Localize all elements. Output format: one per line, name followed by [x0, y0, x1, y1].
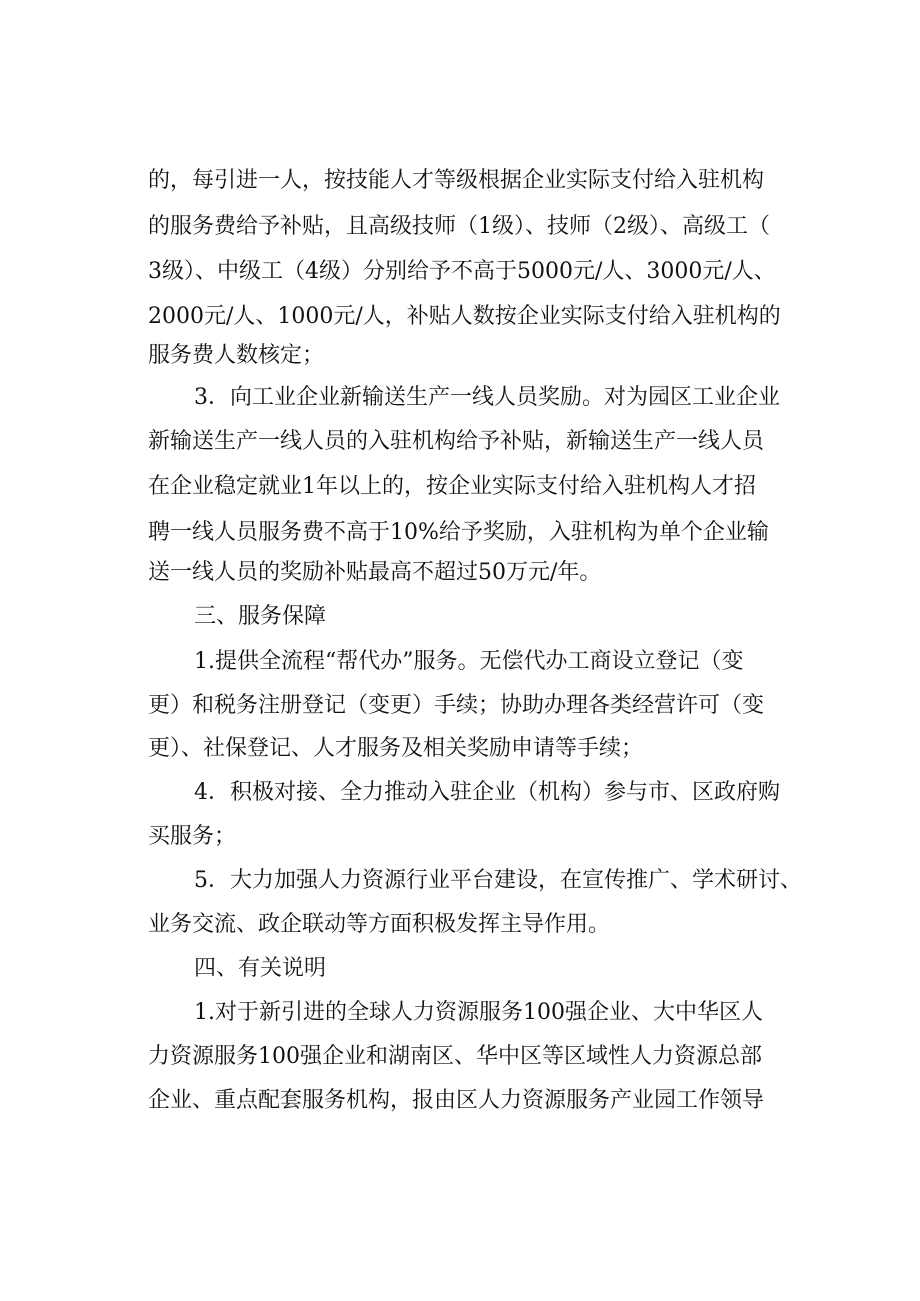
paragraph-line: 在企业稳定就业1年以上的，按企业实际支付给入驻机构人才招 [148, 474, 756, 499]
paragraph-line: 企业、重点配套服务机构，报由区人力资源服务产业园工作领导 [148, 1088, 765, 1113]
paragraph-line: 3．向工业企业新输送生产一线人员奖励。对为园区工业企业 [194, 385, 780, 410]
paragraph-line: 买服务； [148, 824, 237, 849]
paragraph-line: 聘一线人员服务费不高于10%给予奖励，入驻机构为单个企业输 [148, 520, 769, 545]
paragraph-line: 新输送生产一线人员的入驻机构给予补贴，新输送生产一线人员 [148, 429, 765, 454]
paragraph-line: 力资源服务100强企业和湖南区、华中区等区域性人力资源总部 [148, 1044, 762, 1069]
paragraph-line: 的，每引进一人，按技能人才等级根据企业实际支付给入驻机构 [148, 168, 765, 193]
paragraph-line: 更）和税务注册登记（变更）手续；协助办理各类经营许可（变 [148, 693, 765, 718]
paragraph-line: 3级）、中级工（4级）分别给予不高于5000元/人、3000元/人、 [148, 259, 776, 284]
paragraph-line: 1.提供全流程“帮代办”服务。无偿代办工商设立登记（变 [194, 649, 744, 674]
paragraph-line: 服务费人数核定； [148, 343, 325, 368]
paragraph-line: 2000元/人、1000元/人，补贴人数按企业实际支付给入驻机构的 [148, 304, 781, 329]
paragraph-line: 业务交流、政企联动等方面积极发挥主导作用。 [148, 912, 611, 937]
paragraph-line: 5．大力加强人力资源行业平台建设，在宣传推广、学术研讨、 [194, 868, 802, 893]
paragraph-line: 4．积极对接、全力推动入驻企业（机构）参与市、区政府购 [194, 780, 780, 805]
section-heading: 三、服务保障 [194, 604, 327, 629]
paragraph-line: 的服务费给予补贴，且高级技师（1级）、技师（2级）、高级工（ [148, 214, 770, 239]
paragraph-line: 1.对于新引进的全球人力资源服务100强企业、大中华区人 [194, 1000, 763, 1025]
paragraph-line: 送一线人员的奖励补贴最高不超过50万元/年。 [148, 560, 602, 585]
section-heading: 四、有关说明 [194, 956, 327, 981]
paragraph-line: 更）、社保登记、人才服务及相关奖励申请等手续； [148, 736, 644, 761]
